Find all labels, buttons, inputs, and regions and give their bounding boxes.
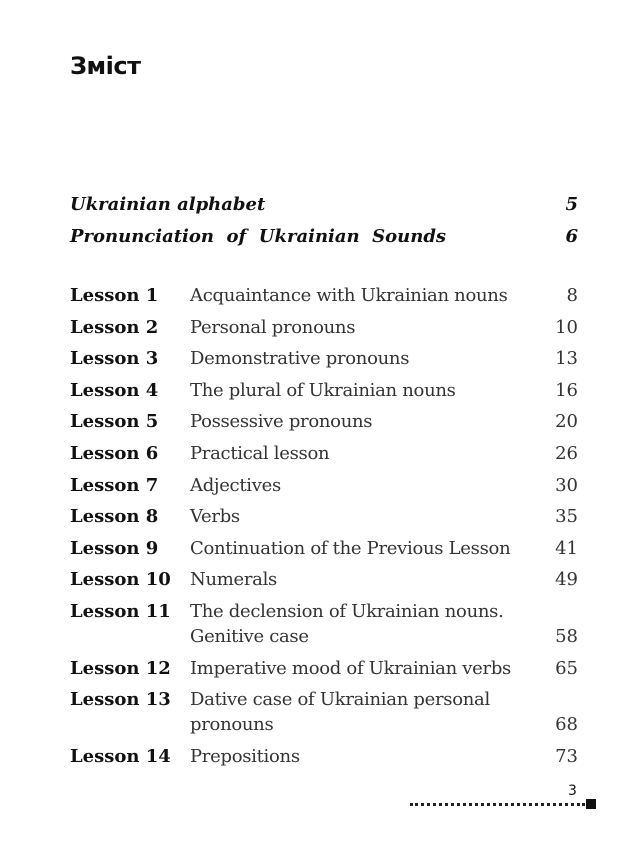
lesson-label: Lesson 6 — [70, 442, 159, 464]
lesson-label: Lesson 8 — [70, 506, 159, 528]
toc-row-lesson-6[interactable] — [70, 441, 578, 466]
lesson-title: Dative case of Ukrainian personal pronouns — [190, 689, 490, 736]
lesson-label: Lesson 12 — [70, 657, 171, 679]
lesson-page: 35 — [555, 506, 578, 528]
toc-row-lesson-12[interactable] — [70, 656, 578, 681]
toc-row-lesson-10[interactable] — [70, 567, 578, 592]
lesson-page: 16 — [555, 379, 578, 401]
toc-entry-pronunciation[interactable] — [70, 226, 578, 258]
lesson-title: Continuation of the Previous Lesson — [190, 537, 511, 559]
lesson-title: Acquaintance with Ukrainian nouns — [190, 285, 508, 306]
lesson-title: Practical lesson — [190, 442, 330, 464]
lesson-page: 58 — [555, 625, 578, 647]
lesson-title: Possessive pronouns — [190, 411, 373, 433]
lesson-title: The declension of Ukrainian nouns. Genitive case — [190, 600, 504, 647]
lesson-title: Demonstrative pronouns — [190, 348, 410, 370]
intro-entries — [70, 194, 578, 258]
lesson-page: 41 — [555, 537, 578, 559]
lesson-label: Lesson 2 — [70, 316, 159, 338]
lesson-label: Lesson 5 — [70, 411, 159, 433]
toc-row-lesson-11[interactable] — [70, 599, 578, 649]
footer-square-mark — [586, 799, 596, 809]
toc-row-lesson-4[interactable] — [70, 378, 578, 403]
toc-row-lesson-3[interactable] — [70, 346, 578, 371]
toc-row-lesson-5[interactable] — [70, 409, 578, 434]
lesson-page: 49 — [555, 569, 578, 591]
footer-dotted-rule — [410, 803, 585, 806]
lesson-label: Lesson 10 — [70, 569, 171, 591]
lesson-page: 30 — [555, 474, 578, 496]
lesson-page: 13 — [555, 348, 578, 370]
lesson-label: Lesson 4 — [70, 379, 159, 401]
lesson-label: Lesson 11 — [70, 600, 171, 622]
entry-page: 5 — [565, 194, 578, 215]
toc-entry-alphabet[interactable] — [70, 194, 578, 226]
lesson-label: Lesson 14 — [70, 745, 171, 767]
lesson-label: Lesson 7 — [70, 474, 159, 496]
lesson-page: 10 — [555, 316, 578, 338]
lesson-page: 20 — [555, 411, 578, 433]
lesson-label: Lesson 9 — [70, 537, 159, 559]
toc-row-lesson-1[interactable] — [70, 283, 578, 308]
lesson-page: 8 — [566, 285, 578, 306]
lesson-label: Lesson 1 — [70, 285, 159, 306]
toc-row-lesson-13[interactable] — [70, 687, 578, 737]
lesson-page: 73 — [555, 745, 578, 767]
lesson-page: 65 — [555, 657, 578, 679]
entry-page: 6 — [565, 226, 578, 247]
toc-row-lesson-14[interactable] — [70, 744, 578, 769]
lesson-title: Personal pronouns — [190, 316, 356, 338]
lesson-label: Lesson 13 — [70, 689, 171, 711]
lesson-page: 26 — [555, 442, 578, 464]
entry-title: Pronunciation of Ukrainian Sounds — [70, 226, 447, 247]
page-number: 3 — [568, 783, 577, 799]
lesson-title: Numerals — [190, 569, 277, 591]
lesson-title: The plural of Ukrainian nouns — [190, 379, 456, 401]
lesson-title: Prepositions — [190, 745, 300, 767]
toc-row-lesson-2[interactable] — [70, 315, 578, 340]
table-of-contents — [70, 283, 578, 775]
lesson-title: Imperative mood of Ukrainian verbs — [190, 657, 511, 679]
lesson-label: Lesson 3 — [70, 348, 159, 370]
toc-row-lesson-8[interactable] — [70, 504, 578, 529]
lesson-page: 68 — [555, 714, 578, 736]
entry-title: Ukrainian alphabet — [70, 194, 266, 215]
toc-row-lesson-9[interactable] — [70, 536, 578, 561]
page-title: Зміст — [70, 52, 141, 80]
toc-row-lesson-7[interactable] — [70, 473, 578, 498]
lesson-title: Verbs — [190, 506, 240, 528]
lesson-title: Adjectives — [190, 474, 281, 496]
